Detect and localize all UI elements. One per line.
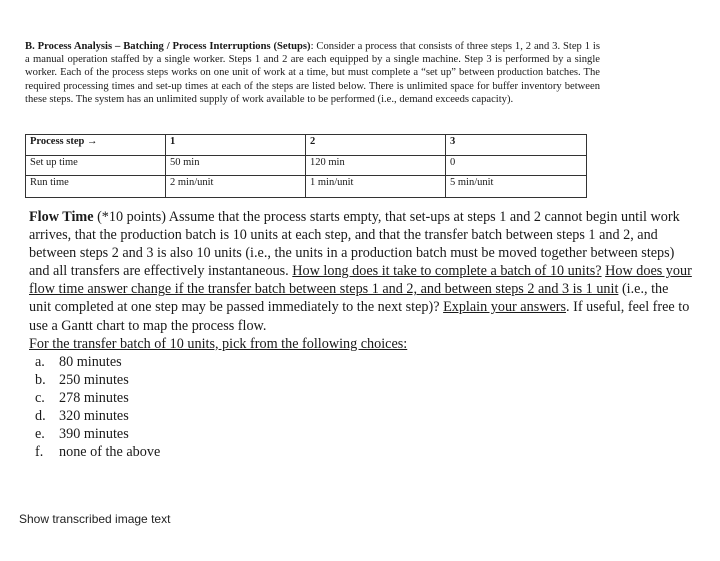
- table-header-row: [26, 135, 587, 156]
- table-cell: 5 min/unit: [446, 176, 587, 198]
- question-label: Flow Time: [29, 209, 94, 225]
- show-transcribed-text-link[interactable]: Show transcribed image text: [19, 512, 171, 526]
- list-item: e. 390 minutes: [35, 426, 129, 443]
- process-steps-table: [25, 134, 587, 198]
- list-item: c. 278 minutes: [35, 389, 129, 406]
- problem-intro: [25, 40, 600, 106]
- header-cell: 3: [446, 135, 587, 156]
- table-cell: 1 min/unit: [306, 176, 446, 198]
- choice-prompt: For the transfer batch of 10 units, pick from the following choices:: [29, 335, 408, 352]
- header-cell: 2: [306, 135, 446, 156]
- question-body: Flow Time (*10 points) Assume that the process starts empty, that set-ups at steps 1 and 2 cannot begin until work arrives, that the production batch is 10 units at each step, and that the transfer batch between steps 1 and 2, and between steps 2 and 3 is also 10 units (i.e., the units in a production batch must be moved together between steps) and all transfers are effectively instantaneous. How long does it take to complete a batch of 10 units? How does your flow time answer change if the transfer batch between steps 1 and 2, and between steps 2 and 3 is 1 unit (i.e., the unit completed at one step may be passed immediately to the next step)? Explain your answers. If useful, feel free to use a Gantt chart to map the process flow.: [29, 209, 692, 334]
- table-row: [26, 176, 587, 198]
- table-cell: 0: [446, 156, 587, 176]
- header-cell: Process step →: [26, 135, 166, 156]
- problem-description: : Consider a process that consists of three steps 1, 2 and 3. Step 1 is a manual operation staffed by a single worker. Steps 1 and 2 are each equipped by a single machine. Step 3 is performed by a single worker. Each of the process steps works on one unit of work at a time, but must complete a “set up” between production batches. The required processing times and set-up times at each of the steps are listed below. There is unlimited space for buffer inventory between these steps. The system has an unlimited supply of work available to be performed (i.e., demand exceeds capacity).: [25, 41, 600, 105]
- table-cell: Set up time: [26, 156, 166, 176]
- table-cell: 50 min: [166, 156, 306, 176]
- table-cell: Run time: [26, 176, 166, 198]
- list-item: b. 250 minutes: [35, 371, 129, 388]
- problem-title: B. Process Analysis – Batching / Process Interruptions (Setups): [25, 41, 311, 52]
- list-item: f. none of the above: [35, 444, 161, 461]
- table-row: [26, 156, 587, 176]
- table-cell: 120 min: [306, 156, 446, 176]
- table-cell: 2 min/unit: [166, 176, 306, 198]
- flow-time-question: [29, 208, 693, 461]
- header-cell: 1: [166, 135, 306, 156]
- list-item: d. 320 minutes: [35, 408, 129, 425]
- answer-choices: [29, 353, 693, 462]
- list-item: a. 80 minutes: [35, 353, 122, 370]
